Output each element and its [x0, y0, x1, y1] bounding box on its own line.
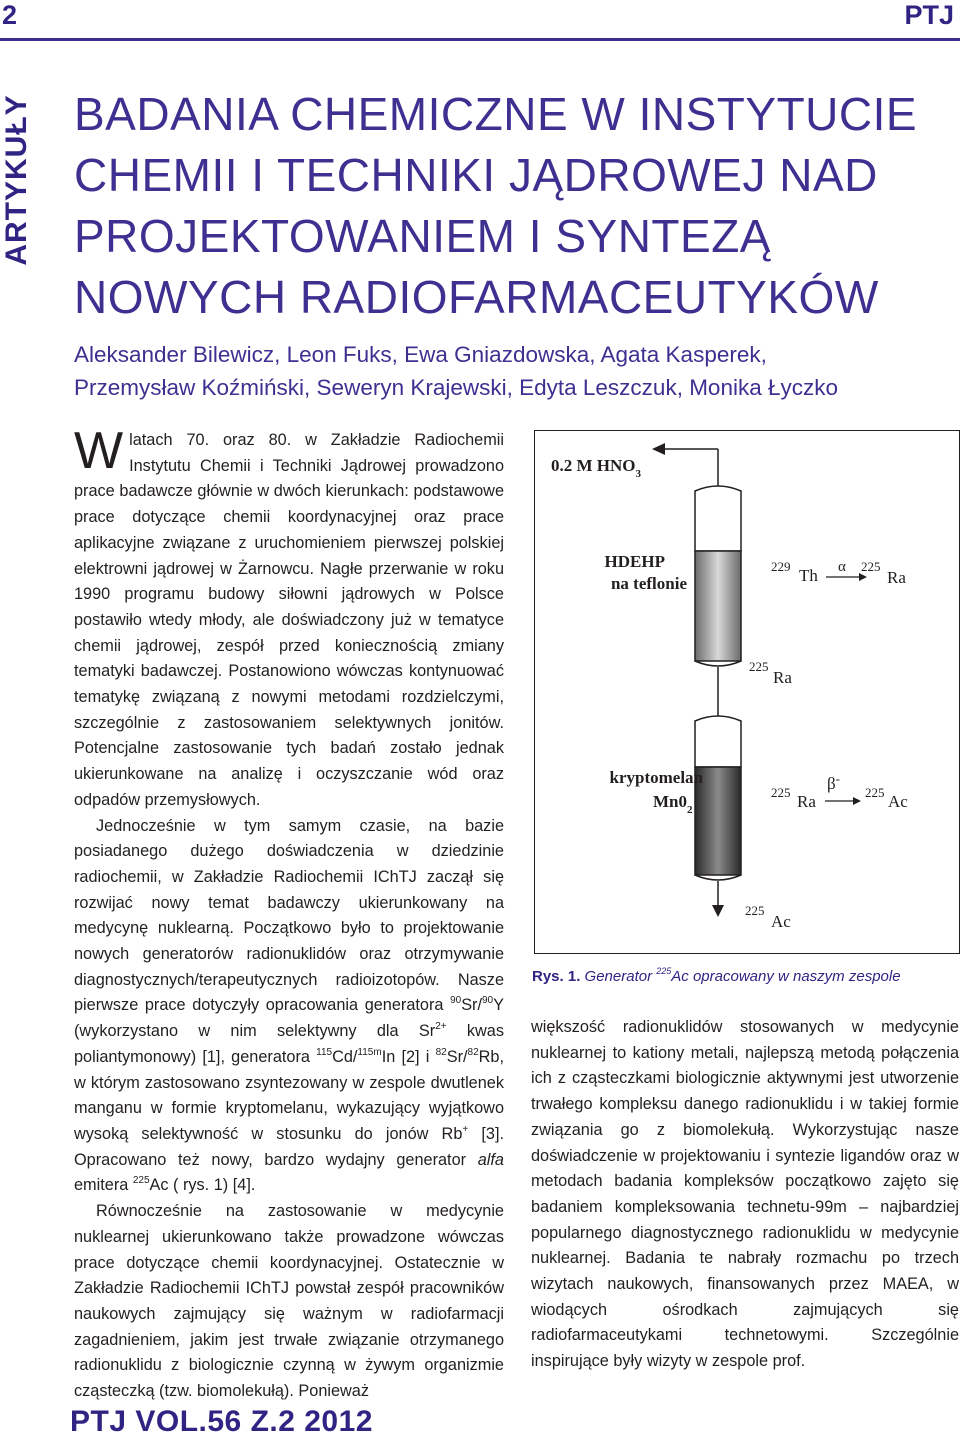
ac225-mass-1: 225 [865, 785, 885, 800]
p2-text-g: Sr/ [446, 1047, 468, 1066]
ra225-mass-1: 225 [861, 559, 881, 574]
column-2-top [695, 716, 741, 767]
p2-sup: 90 [482, 995, 494, 1007]
column-1-bed [695, 551, 741, 661]
th229-symbol: Th [799, 566, 818, 585]
p2-text-i: [3]. Opracowano też nowy, bardzo wydajny generator [74, 1124, 504, 1169]
p2-italic-alfa: alfa [477, 1150, 504, 1169]
ra225-symbol-3: Ra [797, 792, 816, 811]
beta-arrowhead-icon [853, 797, 861, 805]
p2-sup: 115m [357, 1046, 382, 1058]
figure-generator-diagram [534, 430, 960, 954]
column-2-label-line1: kryptomelan [609, 768, 703, 787]
p2-text-b: Sr/ [461, 996, 482, 1015]
beta-label: β- [827, 771, 840, 793]
th229-mass: 229 [771, 559, 791, 574]
p2-text-f: In [2] i [381, 1047, 436, 1066]
paragraph-1-text: latach 70. oraz 80. w Zakładzie Radiochemii Instytutu Chemii i Techniki Jądrowej prowadzono prace badawcze głównie w dwóch kierunkach: podstawowe prace dotyczące chemii koordynacyjnej oraz prace aplikacyjne związane z uruchomieniem pierwszej polskiej elektrowni jądrowej w Żarnowcu. Nagłe przerwanie w roku 1990 programu budowy siłowni jądrowych w Polsce postawiło wtedy młody, ale doświadczony już w tematyce chemii jądrowej, zespół przed koniecznością zmiany tematyki badawczej. Postanowiono wówczas kontynuować tematykę związaną z nowymi metodami rozdzielczymi, szczególnie z zastosowaniem selektywnych jonitów. Potencjalne zastosowanie tych badań zostało jednak ukierunkowane na analizę i oczyszczanie wód oraz odpadów przemysłowych. [74, 431, 504, 809]
footer-issue: PTJ VOL.56 Z.2 2012 [70, 1405, 373, 1438]
p2-sup: 82 [435, 1046, 447, 1058]
p2-sup: + [462, 1123, 469, 1135]
ra225-symbol-2: Ra [773, 668, 792, 687]
p2-sup: 225 [132, 1175, 150, 1187]
figure-caption [532, 968, 960, 985]
article-title: BADANIA CHEMICZNE W INSTYTUCIE CHEMII I TECHNIKI JĄDROWEJ NAD PROJEKTOWANIEM I SYNTEZĄ NOWYCH RADIOFARMACEUTYKÓW [74, 88, 918, 323]
authors [74, 338, 944, 404]
journal-name: PTJ [904, 0, 954, 30]
authors-line-2: Przemysław Koźmiński, Seweryn Krajewski, Edyta Leszczuk, Monika Łyczko [74, 375, 839, 400]
drop-cap: W [74, 422, 124, 480]
p2-text-d: kwas poliantymonowy) [1], generatora [74, 1022, 504, 1066]
left-column [74, 422, 504, 1405]
paragraph-3: Równocześnie na zastosowanie w medycynie nuklearnej ukierunkowano także prowadzone wówczas prace dotyczące chemii koordynacyjnej. Ostatecznie w Zakładzie Radiochemii IChTJ powstał zespół pracowników naukowych zajmujący się ważnym w radiofarmacji zagadnieniem, jakim jest trwałe związanie otrzymanego radionuklidu z biologicznie czynną w żywym organizmie cząsteczką (tzw. biomolekułą). Ponieważ [74, 1202, 504, 1401]
p2-text-j: emitera [74, 1176, 133, 1195]
column-1-label-line2: na teflonie [610, 574, 687, 593]
caption-text-b: Ac opracowany w naszym zespole [671, 968, 901, 985]
p2-sup: 115 [316, 1046, 333, 1058]
section-tab [0, 90, 34, 270]
p2-text-h: Rb, w którym zastosowano zsyntezowany w zespole dwutlenek manganu w formie kryptomelanu, wykazujący wyjątkowo wysoką selektywność w stosunku do jonów Rb [74, 1047, 504, 1143]
alpha-label: α [838, 559, 846, 575]
outlet-arrowhead-icon [712, 905, 724, 917]
eluent-label: 0.2 M $HNO_3$ [551, 456, 642, 480]
page-number: 2 [2, 0, 18, 30]
ra225-mass-3: 225 [771, 785, 791, 800]
right-paragraph: większość radionuklidów stosowanych w medycynie nuklearnej to kationy metali, najlepszą metodą połączenia ich z cząsteczkami biologicznie aktywnymi jest utworzenie trwałego kompleksu danego radionuklidu i w takiej formie związania go z biomolekułą. Wykorzystując nasze doświadczenie w projektowaniu i syntezie ligandów oraz w metodach badania kompleksów początkowo zajęto się badaniem kompleksowania technetu-99m – najbardziej popularnego diagnostycznego radionuklidu w medycynie nuklearnej. Badania te nabrały rozmachu po trzech wizytach naukowych, finansowanych przez MAEA, w wiodących ośrodkach zajmujących się radiofarmaceutykami technetowymi. Szczególnie inspirujące były wizyty w zespole prof. [531, 1018, 959, 1371]
caption-label: Rys. 1. [532, 968, 581, 985]
generator-diagram [535, 431, 960, 955]
alpha-arrowhead-icon [859, 573, 867, 581]
ac225-symbol-2: Ac [771, 912, 791, 931]
p2-text-a: Jednocześnie w tym samym czasie, na bazie posiadanego dużego doświadczenia w dziedzinie radiochemii, w Zakładzie Radiochemii IChTJ zaczął się rozwijać nowy temat badawczy ukierunkowany na medycynę nuklearną. Początkowo było to projektowanie nowych generatorów radionuklidów oraz otrzymywanie diagnostycznych/terapeutycznych radioizotopów. Nasze pierwsze prace dotyczyły opracowania generatora [74, 816, 504, 1015]
paragraph-2 [74, 814, 504, 1200]
ra225-symbol-1: Ra [887, 568, 906, 587]
ac225-symbol-1: Ac [888, 792, 908, 811]
ac225-mass-2: 225 [745, 903, 765, 918]
caption-text-a: Generator [580, 968, 657, 985]
column-1-label-line1: HDEHP [604, 552, 665, 571]
p2-text-c: Y (wykorzystano w nim selektywny dla Sr [74, 996, 504, 1041]
p2-text-k: Ac ( rys. 1) [4]. [149, 1176, 256, 1195]
column-2-label-line2: $Mn0_2$ [653, 792, 693, 816]
p2-sup: 2+ [435, 1021, 447, 1033]
column-1-top [695, 486, 741, 551]
p2-sup: 82 [467, 1046, 479, 1058]
authors-line-1: Aleksander Bilewicz, Leon Fuks, Ewa Gniazdowska, Agata Kasperek, [74, 342, 767, 367]
inlet-arrowhead-icon [652, 443, 665, 455]
caption-sup: 225 [656, 966, 672, 976]
p2-sup: 90 [450, 995, 462, 1007]
right-column [531, 1015, 959, 1375]
ra225-mass-2: 225 [749, 659, 769, 674]
section-label: ARTYKUŁY [0, 94, 33, 266]
paragraph-1 [74, 422, 504, 814]
p2-text-e: Cd/ [332, 1047, 358, 1066]
header-rule [0, 38, 960, 41]
